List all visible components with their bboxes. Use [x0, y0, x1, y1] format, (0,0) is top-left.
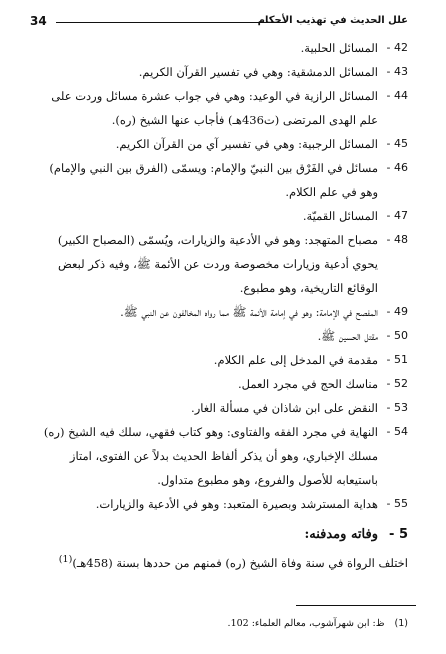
item-number: 55 - [386, 497, 408, 510]
page-number: 34 [30, 14, 47, 28]
running-title: علل الحديث في تهذيب الأحكام [257, 15, 408, 26]
footnote-mark: (1) [394, 618, 408, 629]
section-heading [30, 522, 408, 548]
list-item [30, 60, 408, 84]
item-text: المسائل الدمشقية: وهي في تفسير القرآن الكريم. [138, 65, 378, 79]
item-text: المفصح في الإمامة: وهو في إمامة الأئمة ﷺ مما رواه المخالفون عن النبي ﷺ. [120, 305, 378, 319]
list-item [30, 348, 408, 372]
item-text: النقض على ابن شاذان في مسألة الغار. [191, 401, 378, 415]
item-text: مسائل في الفَرْق بين النبيّ والإمام: ويسمّى (الفرق بين النبي والإمام) وهو في علم الكلام. [49, 161, 378, 199]
item-text: المسائل القميّة. [302, 209, 378, 223]
list-item [30, 492, 408, 516]
item-number: 47 - [386, 209, 408, 222]
list-item [30, 300, 408, 324]
item-number: 44 - [386, 89, 408, 102]
section-title: وفاته ومدفنه: [304, 527, 378, 542]
section-number: 5 - [389, 527, 408, 542]
list-item [30, 420, 408, 492]
footnote-rule [296, 605, 416, 606]
list-item [30, 204, 408, 228]
list-item [30, 372, 408, 396]
item-text: مصباح المتهجد: وهو في الأدعية والزيارات، ويُسمّى (المصباح الكبير) يحوي أدعية وزيارات مخصوصة وردت عن الأئمة ﷺ، وفيه ذكر لبعض الوقائع التاريخية، وهو مطبوع. [57, 233, 378, 295]
footnote [30, 618, 408, 629]
body-text [30, 36, 408, 575]
item-number: 54 - [386, 425, 408, 438]
paragraph-text: اختلف الرواة في سنة وفاة الشيخ (ره) فمنهم من حددها بسنة (458هـ) [72, 555, 408, 570]
item-text: المسائل الرجبية: وهي في تفسير آي من القرآن الكريم. [115, 137, 378, 151]
item-number: 52 - [386, 377, 408, 390]
item-text: المسائل الرازية في الوعيد: وهي في جواب عشرة مسائل وردت على علم الهدى المرتضى (ت436هـ) فأجاب عنها الشيخ (ره). [51, 89, 378, 127]
item-text: مناسك الحج في مجرد العمل. [237, 377, 378, 391]
item-text: مقتل الحسين ﷺ. [317, 329, 378, 343]
list-item [30, 228, 408, 300]
body-paragraph [30, 548, 408, 575]
footnote-reference: (1) [58, 554, 73, 565]
list-item [30, 132, 408, 156]
header-rule [56, 22, 286, 23]
item-number: 53 - [386, 401, 408, 414]
list-item [30, 36, 408, 60]
item-number: 50 - [386, 329, 408, 342]
item-number: 45 - [386, 137, 408, 150]
item-text: المسائل الحلبية. [300, 41, 378, 55]
list-item [30, 324, 408, 348]
item-number: 49 - [386, 305, 408, 318]
item-text: مقدمة في المدخل إلى علم الكلام. [213, 353, 378, 367]
page-header [30, 14, 408, 30]
item-number: 46 - [386, 161, 408, 174]
list-item [30, 84, 408, 132]
list-item [30, 156, 408, 204]
list-item [30, 396, 408, 420]
item-number: 48 - [386, 233, 408, 246]
footnote-text: ظ: ابن شهرآشوب، معالم العلماء: 102. [227, 618, 385, 629]
item-number: 42 - [386, 41, 408, 54]
item-number: 43 - [386, 65, 408, 78]
item-text: هداية المسترشد وبصيرة المتعبد: وهو في الأدعية والزيارات. [95, 497, 378, 511]
item-text: النهاية في مجرد الفقه والفتاوى: وهو كتاب فقهي، سلك فيه الشيخ (ره) مسلك الإخباري، وهو أن يذكر ألفاظ الحديث بدلاً عن الفتوى، امتاز باستيعابه للأصول والفروع، وهو مطبوع متداول. [43, 425, 378, 487]
item-number: 51 - [386, 353, 408, 366]
